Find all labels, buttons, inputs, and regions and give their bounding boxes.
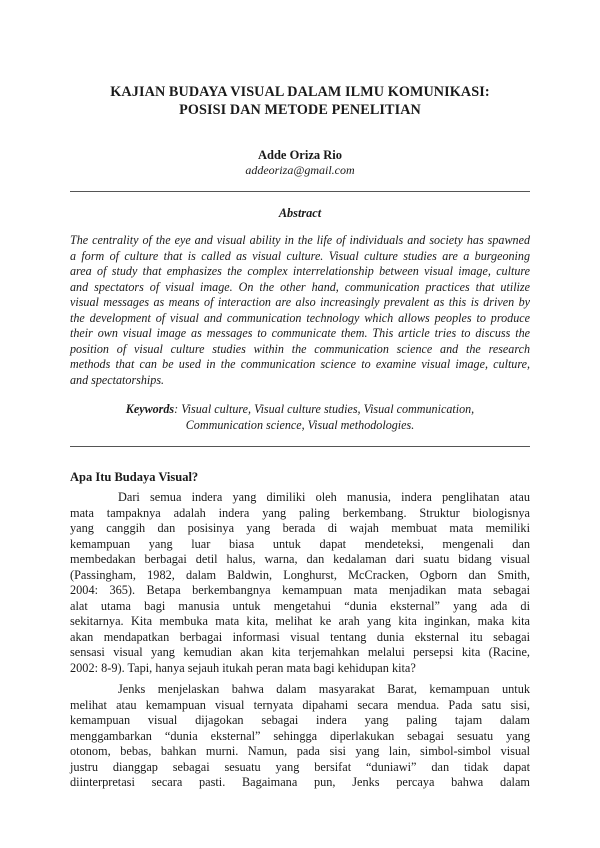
top-divider xyxy=(70,191,530,192)
paragraph-line: sensasi visual yang kemudian akan kita terjemahkan melalui persepsi kita (Racine, xyxy=(70,645,530,659)
body-paragraph xyxy=(70,682,530,791)
paragraph-line: melihat atau kemampuan visual ternyata dipahami secara mendua. Pada satu sisi, xyxy=(70,697,530,712)
paragraph-line: mata tampaknya adalah indera yang paling berkembang. Struktur biologisnya xyxy=(70,505,530,520)
keywords-list: : Visual culture, Visual culture studies, Visual communication, xyxy=(174,402,475,416)
abstract-line: their own visual image as messages to communicate them. This article tries to discuss the xyxy=(70,326,530,340)
keywords-label: Keywords xyxy=(125,402,175,416)
title-line: KAJIAN BUDAYA VISUAL DALAM ILMU KOMUNIKASI: xyxy=(110,84,490,100)
abstract-line: and spectators of visual image. On the other hand, communication practices that utilize xyxy=(70,279,530,294)
abstract-line: methods that can be used in the communication science to examine visual image, culture, xyxy=(70,357,530,371)
paragraph-line: kemampuan visual dijagokan sebagai indera yang paling tajam dalam xyxy=(70,713,530,727)
paragraph-line: justru dianggap sebagai sesuatu yang bersifat “duniawi” dan tidak dapat xyxy=(70,759,530,774)
abstract-body xyxy=(70,233,530,388)
paragraph-line: kemampuan yang luar biasa untuk dapat mendeteksi, mengenali dan xyxy=(70,536,530,551)
abstract-line: the development of visual and communication technology which allows peoples to produce xyxy=(70,310,530,325)
author-name: Adde Oriza Rio xyxy=(257,148,343,162)
abstract-line: area of study that emphasizes the complex interrelationship between visual image, culture xyxy=(70,264,530,278)
author-email: addeoriza@gmail.com xyxy=(245,163,355,177)
abstract-line: visual messages as means of interaction are also increasingly prevalent as this is driven by xyxy=(70,295,530,309)
paragraph-line: yang canggih dan posisinya yang berada di wajah membuat mata memiliki xyxy=(70,521,530,535)
paragraph-line: membedakan berbagai detil halus, warna, dan kedalaman dari suatu bidang visual xyxy=(70,552,530,566)
paragraph-line: otonom, bebas, bahkan murni. Namun, pada sisi yang lain, simbol-simbol visual xyxy=(70,744,530,758)
paragraph-line: 2002: 8-9). Tapi, hanya sejauh itukah peran mata bagi kehidupan kita? xyxy=(70,660,416,675)
section-heading: Apa Itu Budaya Visual? xyxy=(70,470,199,484)
abstract-line: position of visual culture studies within the communication science and the research xyxy=(70,341,530,356)
paragraph-line: (Passingham, 1982, dalam Baldwin, Longhurst, McCracken, Ogborn dan Smith, xyxy=(70,567,530,582)
abstract-line: The centrality of the eye and visual ability in the life of individuals and society has spawned xyxy=(70,233,530,247)
bottom-divider xyxy=(70,446,530,447)
paragraph-line: Dari semua indera yang dimiliki oleh manusia, indera penglihatan atau xyxy=(118,490,530,504)
keywords-block xyxy=(70,402,530,433)
abstract-line: and spectatorships. xyxy=(70,372,165,387)
abstract-heading: Abstract xyxy=(278,206,322,220)
paragraph-line: diinterpretasi secara pasti. Bagaimana pun, Jenks percaya bahwa dalam xyxy=(70,775,530,789)
abstract-line: a form of culture that is called as visual culture. Visual culture studies are a burgeoning xyxy=(70,248,530,263)
keywords-line: Communication science, Visual methodologies. xyxy=(185,417,415,432)
paragraph-line: akan mendapatkan berbagai informasi visual tentang dunia eksternal itu sebagai xyxy=(70,629,530,644)
paragraph-line: Jenks menjelaskan bahwa dalam masyarakat Barat, kemampuan untuk xyxy=(118,682,530,696)
paragraph-line: menggambarkan “dunia eksternal” sehingga diperlakukan sebagai sesuatu yang xyxy=(70,728,530,743)
title-line: POSISI DAN METODE PENELITIAN xyxy=(179,102,421,118)
body-paragraph xyxy=(70,490,530,676)
keywords-line xyxy=(70,402,530,418)
paragraph-line: alat utama bagi manusia untuk mengetahui “dunia eksternal” yang ada di xyxy=(70,598,530,613)
paper-title xyxy=(70,0,530,119)
paragraph-line: sekitarnya. Kita membuka mata kita, melihat ke arah yang kita inginkan, maka kita xyxy=(70,614,530,628)
paragraph-line: 2004: 365). Betapa berkembangnya kemampuan mata menjadikan mata sebagai xyxy=(70,583,530,597)
